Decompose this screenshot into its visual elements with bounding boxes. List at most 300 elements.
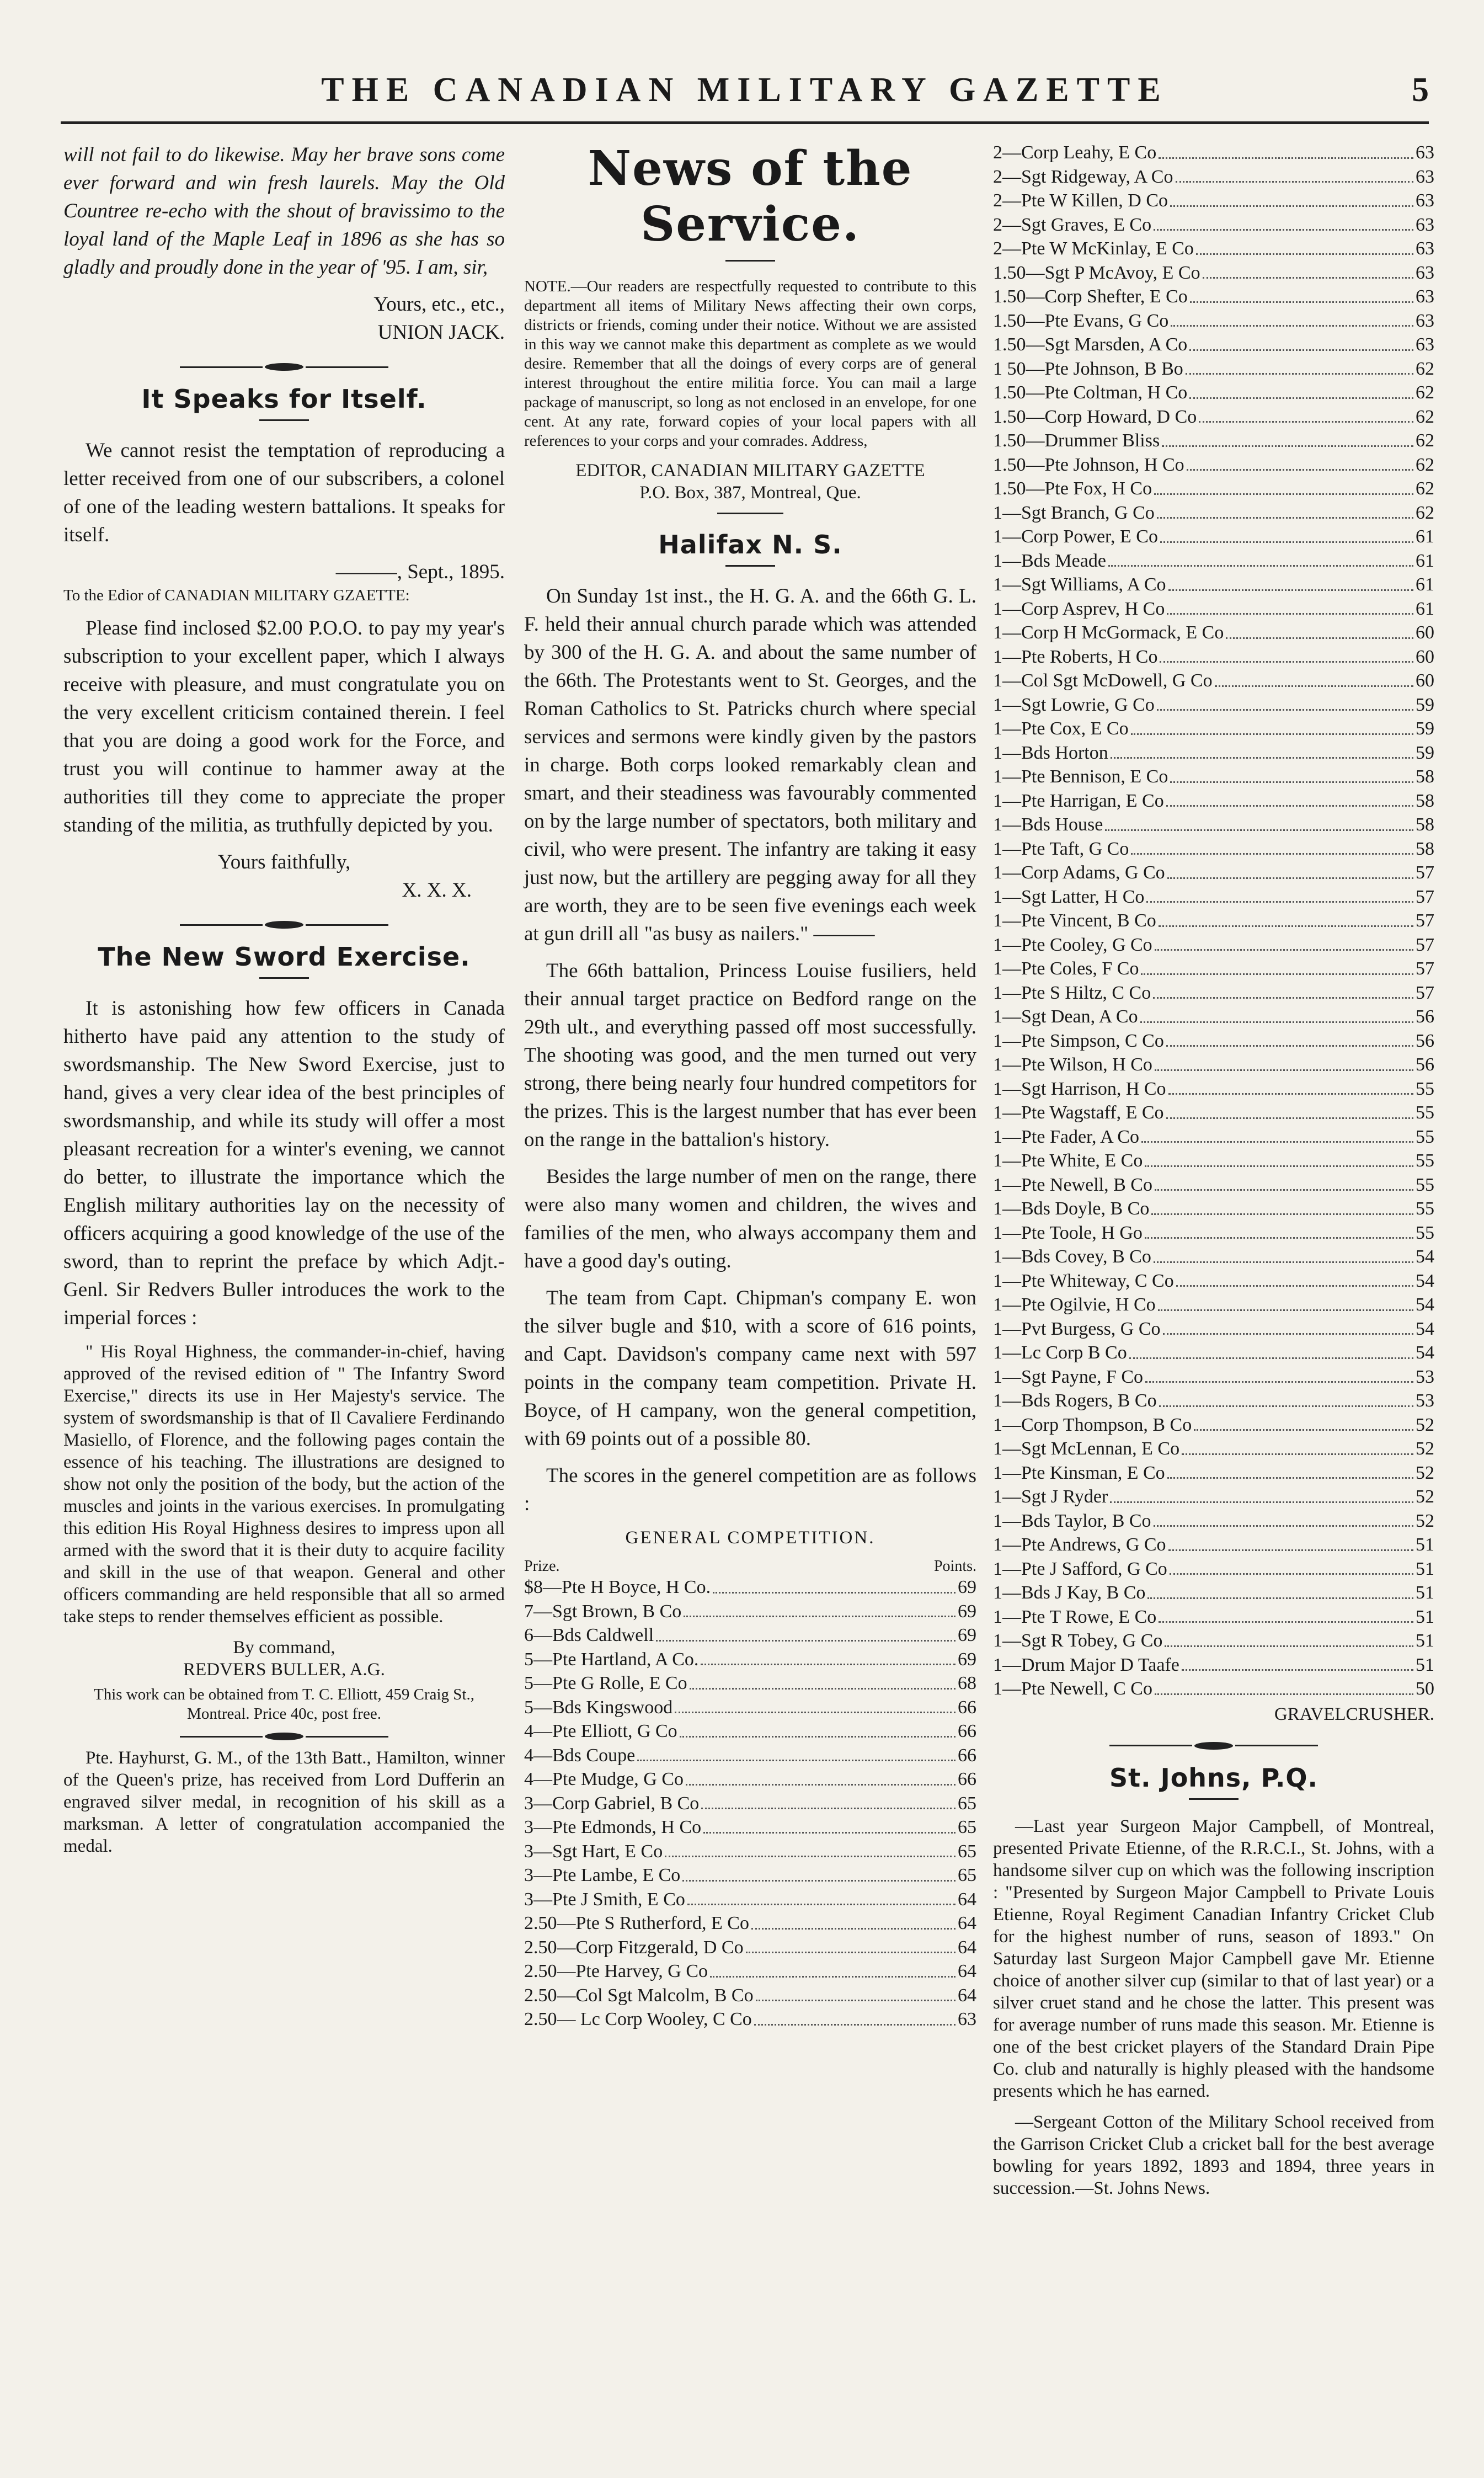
score-points: 52 xyxy=(1416,1414,1434,1435)
score-points: 57 xyxy=(1416,910,1434,931)
score-points: 55 xyxy=(1416,1078,1434,1099)
score-name: 4—Pte Elliott, G Co xyxy=(524,1721,677,1741)
score-points: 63 xyxy=(1416,334,1434,355)
score-points: 66 xyxy=(958,1721,976,1741)
dot-leader xyxy=(1154,1509,1413,1527)
halifax-team-results: The team from Capt. Chipman's company E. won the silver bugle and $10, with a score of 616 points, and Capt. Davidson's company came next with 597 points in the company team competition. Private H. Boyce, of H campany, won the general competition, with 69 points out of a possible 80. xyxy=(524,1287,976,1450)
editor-address: EDITOR, CANADIAN MILITARY GAZETTE xyxy=(575,461,925,481)
heading-st-johns: St. Johns, P.Q. xyxy=(1109,1762,1318,1793)
dot-leader xyxy=(1131,717,1413,735)
dot-leader xyxy=(1168,573,1413,591)
score-name: 1—Pte Andrews, G Co xyxy=(993,1534,1166,1555)
score-name: 1—Bds Horton xyxy=(993,742,1108,763)
letter-closing: Yours faithfully, xyxy=(217,851,351,873)
dot-leader xyxy=(1167,861,1413,879)
dot-leader xyxy=(1159,1389,1413,1407)
score-row xyxy=(524,1959,976,1984)
heading-rule xyxy=(259,977,309,979)
dot-leader xyxy=(1155,1677,1413,1695)
score-points: 51 xyxy=(1416,1630,1434,1651)
dot-leader xyxy=(1153,981,1413,999)
dot-leader xyxy=(1190,285,1413,303)
dot-leader xyxy=(1154,1245,1413,1263)
score-points: 65 xyxy=(958,1841,976,1862)
score-points: 64 xyxy=(958,1889,976,1910)
score-row xyxy=(993,1533,1434,1557)
halifax-scores-intro: The scores in the generel competition are as follows : xyxy=(524,1464,976,1515)
score-row xyxy=(524,1648,976,1672)
score-list-2 xyxy=(993,141,1434,1701)
sword-availability-note: This work can be obtained from T. C. Elliott, 459 Craig St., Montreal. Price 40c, post free. xyxy=(94,1686,474,1723)
score-name: 1.50—Pte Coltman, H Co xyxy=(993,382,1188,403)
heading-new-sword-exercise: The New Sword Exercise. xyxy=(98,942,471,972)
score-name: 1—Bds J Kay, B Co xyxy=(993,1582,1146,1603)
score-row xyxy=(993,1509,1434,1533)
score-row xyxy=(993,813,1434,837)
dot-leader xyxy=(1108,549,1413,567)
score-points: 62 xyxy=(1416,358,1434,379)
score-row xyxy=(993,1173,1434,1197)
dot-leader xyxy=(746,1936,955,1954)
score-points: 64 xyxy=(958,1985,976,2006)
score-points: 63 xyxy=(1416,310,1434,331)
dot-leader xyxy=(1215,669,1413,687)
dot-leader xyxy=(684,1600,955,1618)
score-row xyxy=(524,1792,976,1816)
dot-leader xyxy=(1159,1605,1413,1623)
dot-leader xyxy=(687,1888,955,1906)
score-name: 1—Pte Cox, E Co xyxy=(993,718,1129,739)
dot-leader xyxy=(682,1863,955,1882)
score-name: 2.50— Lc Corp Wooley, C Co xyxy=(524,2009,752,2029)
score-points: 55 xyxy=(1416,1126,1434,1147)
dot-leader xyxy=(1151,1197,1413,1215)
score-name: 2—Pte W Killen, D Co xyxy=(993,190,1168,211)
po-box: P.O. Box, 387, Montreal, Que. xyxy=(639,483,861,503)
score-name: 1—Bds Taylor, B Co xyxy=(993,1510,1151,1531)
dot-leader xyxy=(1176,1269,1413,1287)
score-name: 1—Bds Covey, B Co xyxy=(993,1246,1151,1267)
score-name: 1—Sgt Lowrie, G Co xyxy=(993,694,1155,715)
score-row xyxy=(524,1936,976,1960)
score-points: 57 xyxy=(1416,862,1434,883)
score-points: 63 xyxy=(1416,190,1434,211)
score-row xyxy=(993,165,1434,189)
score-table-header xyxy=(524,1558,976,1575)
score-name: 1—Pte Harrigan, E Co xyxy=(993,790,1164,811)
score-row xyxy=(993,1629,1434,1653)
score-row xyxy=(993,1485,1434,1509)
dot-leader xyxy=(1111,741,1413,759)
score-row xyxy=(993,1557,1434,1581)
score-name: 1—Pte Wagstaff, E Co xyxy=(993,1102,1164,1123)
score-row xyxy=(993,957,1434,981)
dot-leader xyxy=(1145,1365,1413,1383)
score-points: 56 xyxy=(1416,1006,1434,1027)
dot-leader xyxy=(1203,261,1413,279)
score-row xyxy=(993,525,1434,549)
letter-salutation: To the Edior of CANADIAN MILITARY GZAETTE: xyxy=(63,587,410,604)
score-points: 59 xyxy=(1416,694,1434,715)
dot-leader xyxy=(1176,165,1414,183)
dot-leader xyxy=(1140,1005,1413,1023)
score-name: 2.50—Col Sgt Malcolm, B Co xyxy=(524,1985,754,2006)
score-points: 52 xyxy=(1416,1486,1434,1507)
score-name: 1—Corp Asprev, H Co xyxy=(993,598,1165,619)
dot-leader xyxy=(1226,621,1413,639)
dot-leader xyxy=(1189,333,1413,351)
score-points: 69 xyxy=(958,1649,976,1670)
score-points: 65 xyxy=(958,1793,976,1814)
score-row xyxy=(993,477,1434,501)
score-name: 2—Sgt Graves, E Co xyxy=(993,214,1152,235)
score-row xyxy=(993,741,1434,765)
heading-halifax: Halifax N. S. xyxy=(658,530,842,559)
score-name: 2—Corp Leahy, E Co xyxy=(993,142,1157,163)
score-points: 62 xyxy=(1416,406,1434,427)
dot-leader xyxy=(1145,1221,1413,1239)
score-row xyxy=(993,1437,1434,1461)
score-points: 69 xyxy=(958,1601,976,1622)
editor-note: NOTE.—Our readers are respectfully requested to contribute to this department all items of Military News affecting their own corps, districts or friends, coming under their notice. Without we are assisted in this way we cannot make this department as complete as we would desire. Remember that all the doings of every corps are of general interest throughout the entire militia force. You can mail a large package of manuscript, so long as not enclosed in an envelope, for one cent. At any rate, forward copies of your local papers with all references to your corps and your comrades. Address, xyxy=(524,278,976,450)
score-name: 1—Sgt Dean, A Co xyxy=(993,1006,1138,1027)
score-points: 61 xyxy=(1416,574,1434,595)
score-row xyxy=(993,933,1434,957)
score-name: 1—Bds Rogers, B Co xyxy=(993,1390,1157,1411)
score-name: 1.50—Pte Johnson, H Co xyxy=(993,454,1184,475)
halifax-spectators: Besides the large number of men on the range, there were also many women and children, the wives and families of the men, who always accompany them and have a good day's outing. xyxy=(524,1165,976,1272)
score-row xyxy=(993,1005,1434,1029)
score-name: 7—Sgt Brown, B Co xyxy=(524,1601,682,1622)
score-name: 1—Sgt R Tobey, G Co xyxy=(993,1630,1163,1651)
score-row xyxy=(993,453,1434,477)
dot-leader xyxy=(1147,1581,1413,1599)
newspaper-title: THE CANADIAN MILITARY GAZETTE xyxy=(321,71,1168,109)
score-points: 56 xyxy=(1416,1054,1434,1075)
dot-leader xyxy=(1166,789,1413,807)
dot-leader xyxy=(1166,1029,1413,1047)
score-name: 1—Sgt Branch, G Co xyxy=(993,502,1155,523)
score-row xyxy=(993,405,1434,429)
ornament-divider xyxy=(993,1742,1434,1750)
masthead-rule xyxy=(61,121,1429,124)
score-row xyxy=(993,1221,1434,1245)
score-row xyxy=(993,885,1434,909)
score-name: 2.50—Pte Harvey, G Co xyxy=(524,1961,708,1981)
score-points: 50 xyxy=(1416,1678,1434,1699)
gravelcrusher-signature: GRAVELCRUSHER. xyxy=(1274,1704,1434,1724)
score-row xyxy=(993,1149,1434,1173)
dot-leader xyxy=(686,1767,955,1786)
score-points: 60 xyxy=(1416,670,1434,691)
score-points: 69 xyxy=(958,1577,976,1597)
score-name: 2.50—Pte S Rutherford, E Co xyxy=(524,1913,749,1933)
dot-leader xyxy=(1194,1413,1413,1431)
score-points: 69 xyxy=(958,1625,976,1645)
score-name: 4—Bds Coupe xyxy=(524,1745,636,1766)
score-name: 6—Bds Caldwell xyxy=(524,1625,654,1645)
score-row xyxy=(524,1984,976,2008)
score-points: 55 xyxy=(1416,1174,1434,1195)
dot-leader xyxy=(703,1815,955,1834)
score-points: 54 xyxy=(1416,1270,1434,1291)
letter-date: ———, Sept., 1895. xyxy=(335,561,505,583)
score-row xyxy=(524,1671,976,1696)
score-list-1 xyxy=(524,1575,976,2032)
score-row xyxy=(524,1911,976,1936)
heading-news-of-the-service: News of the Service. xyxy=(588,141,913,252)
score-row xyxy=(524,1767,976,1792)
score-row xyxy=(993,1293,1434,1317)
score-row xyxy=(524,2007,976,2032)
heading-rule xyxy=(259,419,309,421)
score-row xyxy=(993,213,1434,237)
dot-leader xyxy=(637,1744,955,1762)
letter-signature: UNION JACK. xyxy=(377,321,505,344)
score-points: 64 xyxy=(958,1913,976,1933)
score-row xyxy=(993,573,1434,597)
dot-leader xyxy=(1158,1293,1413,1311)
score-name: 2.50—Corp Fitzgerald, D Co xyxy=(524,1937,744,1958)
score-name: 1—Pte Kinsman, E Co xyxy=(993,1462,1165,1483)
column-1 xyxy=(63,141,505,1866)
column-3 xyxy=(993,141,1434,2208)
dot-leader xyxy=(1170,1557,1413,1575)
score-name: 3—Pte Lambe, E Co xyxy=(524,1865,681,1885)
score-name: 1.50—Sgt P McAvoy, E Co xyxy=(993,262,1200,283)
dot-leader xyxy=(1155,933,1413,951)
dot-leader xyxy=(1189,381,1413,399)
score-row xyxy=(993,261,1434,285)
dot-leader xyxy=(1155,1173,1413,1191)
st-johns-cricket-cup: —Last year Surgeon Major Campbell, of Montreal, presented Private Etienne, of the R.R.C.I., St. Johns, with a handsome silver cup on which was the following inscription : "Presented by Surgeon Major Campbell to Private Louis Etienne, Royal Regiment Canadian Infantry Cricket Club for the highest number of runs, season of 1893." On Saturday last Surgeon Major Campbell gave Mr. Etienne choice of another silver cup (similar to that of last year) or a silver cruet stand and he chose the latter. This present was for average number of runs made this season. Mr. Etienne is one of the best cricket players of the Standard Drain Pipe Co. club and naturally is highly pleased with the handsome presents which he has earned. xyxy=(993,1816,1434,2101)
dot-leader xyxy=(1167,1461,1413,1479)
score-points: 60 xyxy=(1416,646,1434,667)
score-name: 1—Sgt Harrison, H Co xyxy=(993,1078,1166,1099)
score-points: 55 xyxy=(1416,1198,1434,1219)
score-points: 62 xyxy=(1416,454,1434,475)
dot-leader xyxy=(1162,429,1413,447)
dot-leader xyxy=(1145,1149,1413,1167)
dot-leader xyxy=(713,1575,955,1594)
score-row xyxy=(993,1317,1434,1341)
score-points: 55 xyxy=(1416,1222,1434,1243)
dot-leader xyxy=(1154,477,1413,495)
score-name: 1—Pte J Safford, G Co xyxy=(993,1558,1167,1579)
dot-leader xyxy=(1182,1653,1413,1671)
score-points: 55 xyxy=(1416,1150,1434,1171)
score-name: 3—Pte J Smith, E Co xyxy=(524,1889,685,1910)
score-points: 57 xyxy=(1416,886,1434,907)
score-name: 1—Sgt Williams, A Co xyxy=(993,574,1166,595)
score-points: 63 xyxy=(1416,166,1434,187)
dot-leader xyxy=(701,1648,955,1666)
score-points: 63 xyxy=(1416,286,1434,307)
prize-column-header: Prize. xyxy=(524,1558,560,1575)
score-name: 1—Pte T Rowe, E Co xyxy=(993,1606,1157,1627)
dot-leader xyxy=(710,1959,955,1978)
score-row xyxy=(993,501,1434,525)
page-number: 5 xyxy=(1412,71,1429,109)
score-row xyxy=(993,1341,1434,1365)
score-points: 62 xyxy=(1416,478,1434,499)
dot-leader xyxy=(1105,813,1413,831)
dot-leader xyxy=(665,1840,955,1858)
dot-leader xyxy=(1160,525,1413,543)
ornament-divider xyxy=(63,921,505,929)
score-row xyxy=(993,1053,1434,1077)
score-name: 1—Sgt J Ryder xyxy=(993,1486,1108,1507)
score-name: 1—Corp Thompson, B Co xyxy=(993,1414,1192,1435)
score-row xyxy=(524,1575,976,1600)
score-name: 1—Bds Doyle, B Co xyxy=(993,1198,1150,1219)
score-row xyxy=(993,1581,1434,1605)
dot-leader xyxy=(1168,1077,1413,1095)
dot-leader xyxy=(1163,1317,1413,1335)
score-points: 56 xyxy=(1416,1030,1434,1051)
dot-leader xyxy=(1131,837,1413,855)
score-name: 1—Pte Coles, F Co xyxy=(993,958,1139,979)
score-points: 64 xyxy=(958,1937,976,1958)
heading-rule xyxy=(725,565,775,567)
score-name: 1—Pte Fader, A Co xyxy=(993,1126,1139,1147)
score-points: 63 xyxy=(1416,142,1434,163)
heading-rule xyxy=(1189,1798,1239,1800)
score-name: 1—Sgt Latter, H Co xyxy=(993,886,1145,907)
score-name: 1—Pte Newell, B Co xyxy=(993,1174,1152,1195)
sword-preface-quote: " His Royal Highness, the commander-in-chief, having approved of the revised edition of " The Infantry Sword Exercise," directs its use in Her Majesty's service. The system of swordsmanship is that of Il Cavaliere Ferdinando Masiello, of Florence, and the following pages contain the essence of his teaching. The illustrations are designed to show not only the position of the body, but the action of the muscles and joints in the various exercises. In promulgating this edition His Royal Highness desires to impress upon all armed with the sword that it is their duty to acquire facility and skill in the use of that weapon. General and other officers commanding are held responsible that all so armed take steps to render themselves efficient as possible. xyxy=(63,1342,505,1627)
score-points: 53 xyxy=(1416,1390,1434,1411)
score-name: 1—Pte Whiteway, C Co xyxy=(993,1270,1174,1291)
letter-signature: X. X. X. xyxy=(402,879,472,902)
score-row xyxy=(993,189,1434,213)
score-row xyxy=(993,1125,1434,1149)
score-name: 1—Col Sgt McDowell, G Co xyxy=(993,670,1213,691)
score-points: 63 xyxy=(1416,238,1434,259)
score-row xyxy=(524,1840,976,1864)
score-row xyxy=(993,237,1434,261)
score-row xyxy=(993,1197,1434,1221)
score-name: 1.50—Corp Howard, D Co xyxy=(993,406,1197,427)
score-points: 61 xyxy=(1416,526,1434,547)
hayhurst-news: Pte. Hayhurst, G. M., of the 13th Batt., Hamilton, winner of the Queen's prize, has received from Lord Dufferin an engraved silver medal, in recognition of his skill as a marksman. A letter of congratulation accompanied the medal. xyxy=(63,1748,505,1856)
score-row xyxy=(993,357,1434,381)
score-name: 1—Lc Corp B Co xyxy=(993,1342,1127,1363)
dot-leader xyxy=(1154,213,1413,231)
score-name: 3—Pte Edmonds, H Co xyxy=(524,1817,702,1837)
dot-leader xyxy=(1182,1437,1413,1455)
score-row xyxy=(993,1101,1434,1125)
buller-signature: REDVERS BULLER, A.G. xyxy=(183,1660,385,1680)
score-name: 1—Corp H McGormack, E Co xyxy=(993,622,1224,643)
score-points: 51 xyxy=(1416,1654,1434,1675)
dot-leader xyxy=(1155,1053,1413,1071)
score-name: 1.50—Pte Evans, G Co xyxy=(993,310,1169,331)
score-row xyxy=(993,861,1434,885)
score-name: 1 50—Pte Johnson, B Bo xyxy=(993,358,1183,379)
dot-leader xyxy=(1171,309,1413,327)
score-points: 61 xyxy=(1416,550,1434,571)
dot-leader xyxy=(1186,357,1413,375)
dot-leader xyxy=(656,1623,955,1642)
score-points: 52 xyxy=(1416,1462,1434,1483)
score-points: 61 xyxy=(1416,598,1434,619)
score-row xyxy=(993,597,1434,621)
score-points: 58 xyxy=(1416,766,1434,787)
dot-leader xyxy=(1168,1533,1413,1551)
score-name: 1—Pte Cooley, G Co xyxy=(993,934,1152,955)
score-points: 66 xyxy=(958,1745,976,1766)
score-name: 2—Pte W McKinlay, E Co xyxy=(993,238,1194,259)
score-name: 5—Pte G Rolle, E Co xyxy=(524,1673,687,1693)
score-row xyxy=(993,1389,1434,1413)
score-points: 63 xyxy=(958,2009,976,2029)
score-name: 1—Pte Toole, H Go xyxy=(993,1222,1143,1243)
score-row xyxy=(993,1269,1434,1293)
score-points: 57 xyxy=(1416,982,1434,1003)
score-name: 1—Pte Taft, G Co xyxy=(993,838,1129,859)
score-name: 1—Pte Bennison, E Co xyxy=(993,766,1168,787)
score-points: 51 xyxy=(1416,1534,1434,1555)
score-points: 52 xyxy=(1416,1438,1434,1459)
score-row xyxy=(993,981,1434,1005)
dot-leader xyxy=(1167,597,1413,615)
score-name: 4—Pte Mudge, G Co xyxy=(524,1769,684,1789)
score-row xyxy=(993,1413,1434,1437)
score-name: 5—Pte Hartland, A Co. xyxy=(524,1649,699,1670)
dot-leader xyxy=(754,2007,955,2026)
score-name: 1—Pte S Hiltz, C Co xyxy=(993,982,1151,1003)
score-row xyxy=(993,141,1434,165)
general-competition-title: GENERAL COMPETITION. xyxy=(625,1528,876,1548)
score-row xyxy=(993,645,1434,669)
score-row xyxy=(993,765,1434,789)
score-name: 1—Corp Adams, G Co xyxy=(993,862,1165,883)
score-points: 66 xyxy=(958,1697,976,1718)
score-row xyxy=(524,1815,976,1840)
st-johns-cricket-ball: —Sergeant Cotton of the Military School received from the Garrison Cricket Club a cricket ball for the best average bowling for years 1892, 1893 and 1894, three years in succession.—St. Johns News. xyxy=(993,2112,1434,2198)
dot-leader xyxy=(690,1671,955,1690)
ornament-divider xyxy=(63,1733,505,1740)
dot-leader xyxy=(680,1719,955,1738)
halifax-target-practice: The 66th battalion, Princess Louise fusiliers, held their annual target practice on Bedford range on the 29th ult., and everything passed off most successfully. The shooting was good, and the men turned out very strong, there being nearly four hundred competitors for the prizes. This is the largest number that has ever been on the range in the battalion's history. xyxy=(524,960,976,1151)
score-name: 1—Pte Wilson, H Co xyxy=(993,1054,1152,1075)
score-points: 51 xyxy=(1416,1582,1434,1603)
dot-leader xyxy=(1160,645,1413,663)
score-row xyxy=(993,837,1434,861)
score-points: 54 xyxy=(1416,1342,1434,1363)
score-points: 54 xyxy=(1416,1294,1434,1315)
score-points: 51 xyxy=(1416,1606,1434,1627)
score-name: 1—Pte Simpson, C Co xyxy=(993,1030,1164,1051)
score-points: 51 xyxy=(1416,1558,1434,1579)
dot-leader xyxy=(675,1696,955,1714)
score-name: 1—Bds House xyxy=(993,814,1103,835)
halifax-church-parade: On Sunday 1st inst., the H. G. A. and the 66th G. L. F. held their annual church parade which was attended by 300 of the H. G. A. and about the same number of the 66th. The Protestants went to St. Georges, and the Roman Catholics to St. Patricks church where special services and sermons were kindly given by the pastors in charge. Both corps looked remarkably clean and smart, and their steadiness was favourably commented on by the large number of spectators, both military and civil, who were present. The infantry are taking it easy just now, but the artillery are pegging away for all they are worth, they are to be seen five evenings each week at gun drill all "as busy as nailers." ——— xyxy=(524,585,976,945)
ornament-divider xyxy=(63,363,505,371)
score-row xyxy=(524,1744,976,1768)
score-row xyxy=(524,1863,976,1888)
score-name: 1.50—Corp Shefter, E Co xyxy=(993,286,1188,307)
score-name: 1—Sgt Payne, F Co xyxy=(993,1366,1144,1387)
score-points: 57 xyxy=(1416,958,1434,979)
dot-leader xyxy=(1157,501,1413,519)
score-row xyxy=(524,1623,976,1648)
score-row xyxy=(993,1029,1434,1053)
score-row xyxy=(993,1077,1434,1101)
dot-leader xyxy=(1129,1341,1413,1359)
score-row xyxy=(993,333,1434,357)
